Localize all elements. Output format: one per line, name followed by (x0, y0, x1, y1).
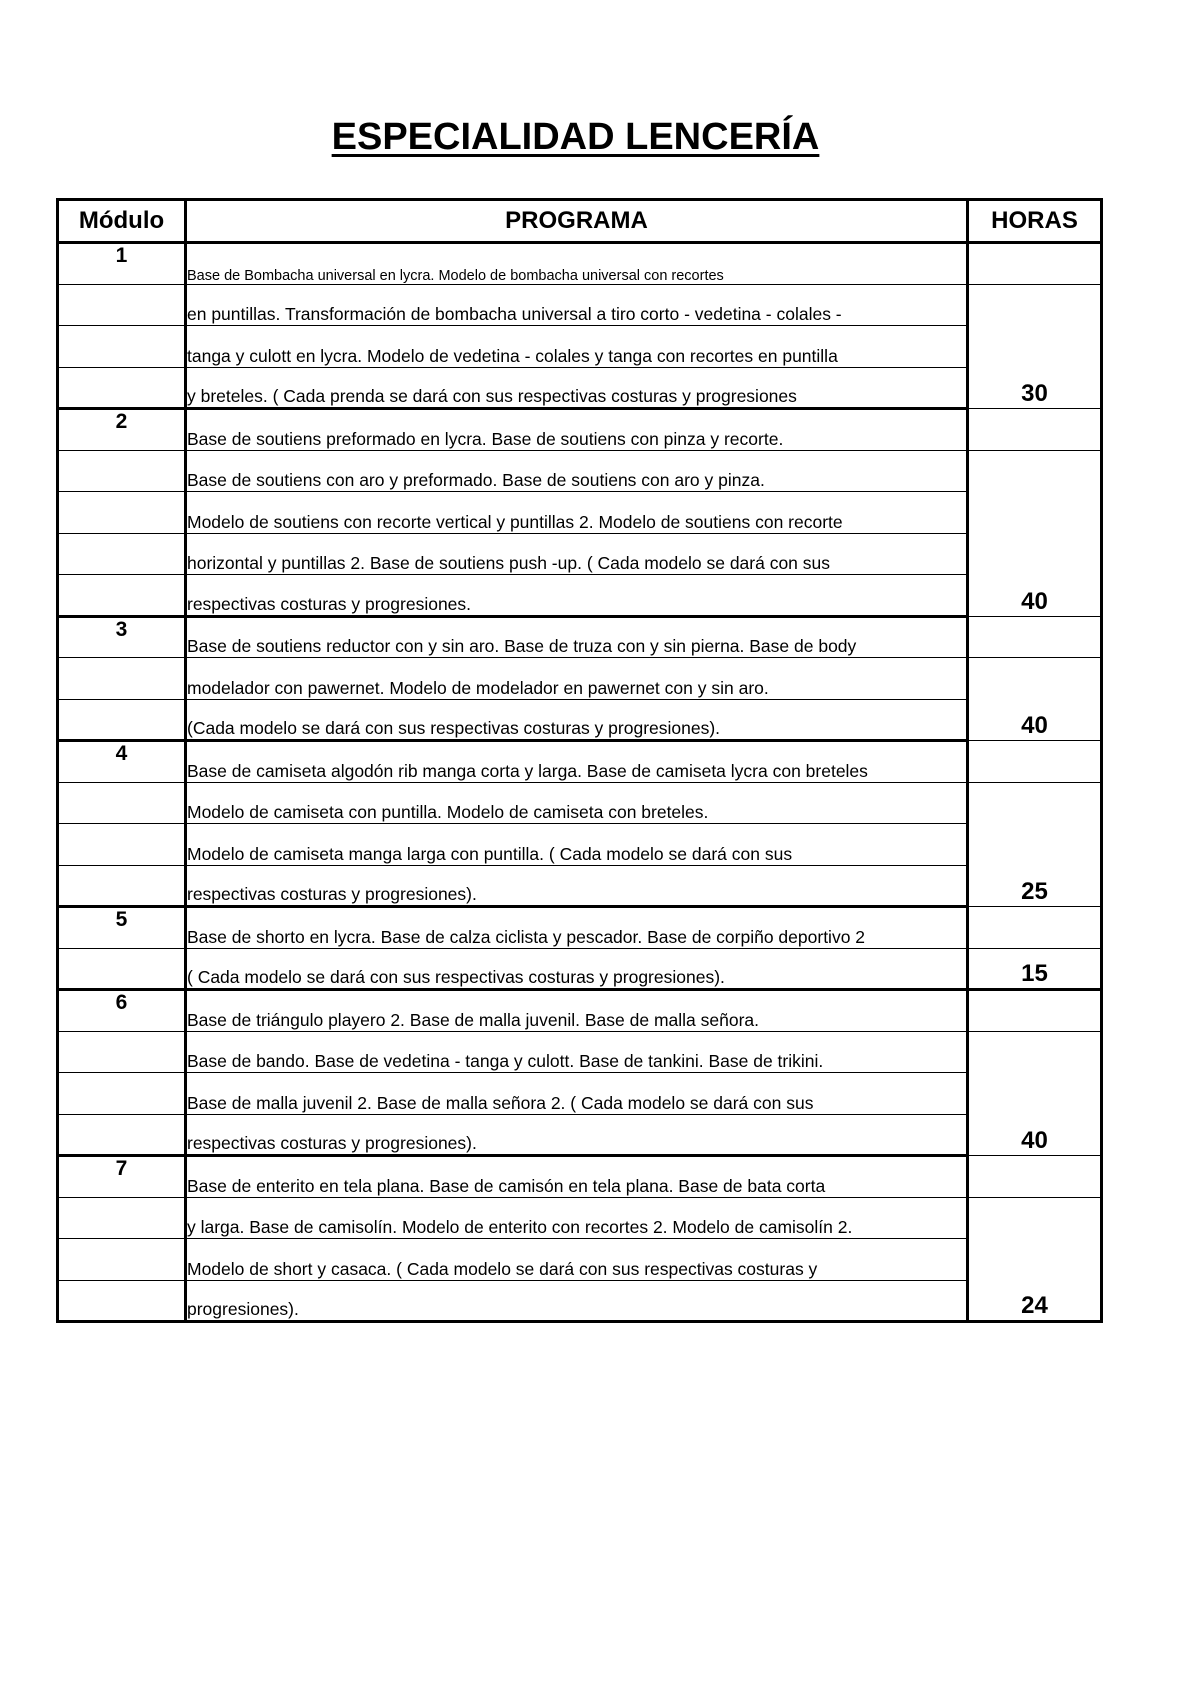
program-line: y larga. Base de camisolín. Modelo de enterito con recortes 2. Modelo de camisolín 2. (186, 1197, 968, 1239)
hours-cell-empty (968, 409, 1102, 451)
program-line: Base de triángulo playero 2. Base de malla juvenil. Base de malla señora. (186, 990, 968, 1032)
module-cell-empty (58, 1239, 186, 1281)
module-number: 4 (58, 741, 186, 783)
table-row (58, 616, 1102, 658)
table-row (58, 450, 1102, 492)
module-hours: 15 (968, 948, 1102, 990)
table-row (58, 492, 1102, 534)
program-line: Base de bando. Base de vedetina - tanga y culott. Base de tankini. Base de trikini. (186, 1031, 968, 1073)
table-row (58, 533, 1102, 575)
module-cell-empty (58, 492, 186, 534)
program-line: Base de soutiens reductor con y sin aro. Base de truza con y sin pierna. Base de body (186, 616, 968, 658)
module-cell-empty (58, 450, 186, 492)
program-line: Base de soutiens con aro y preformado. Base de soutiens con aro y pinza. (186, 450, 968, 492)
table-row (58, 243, 1102, 285)
program-line: tanga y culott en lycra. Modelo de vedetina - colales y tanga con recortes en puntilla (186, 326, 968, 368)
module-number: 5 (58, 907, 186, 949)
module-number: 6 (58, 990, 186, 1032)
module-cell-empty (58, 948, 186, 990)
module-cell-empty (58, 575, 186, 617)
table-row (58, 699, 1102, 741)
table-header-row (58, 200, 1102, 243)
table-row (58, 658, 1102, 700)
module-cell-empty (58, 326, 186, 368)
module-cell-empty (58, 1031, 186, 1073)
hours-cell-empty (968, 741, 1102, 783)
module-cell-empty (58, 533, 186, 575)
program-table (56, 198, 1103, 1323)
table-row (58, 1114, 1102, 1156)
module-hours: 30 (968, 284, 1102, 409)
table-row (58, 1197, 1102, 1239)
module-cell-empty (58, 782, 186, 824)
module-cell-empty (58, 1073, 186, 1115)
table-row (58, 948, 1102, 990)
program-line: Base de malla juvenil 2. Base de malla señora 2. ( Cada modelo se dará con sus (186, 1073, 968, 1115)
program-line: horizontal y puntillas 2. Base de soutiens push -up. ( Cada modelo se dará con sus (186, 533, 968, 575)
program-line: Modelo de camiseta manga larga con puntilla. ( Cada modelo se dará con sus (186, 824, 968, 866)
module-number: 1 (58, 243, 186, 285)
table-row (58, 284, 1102, 326)
module-hours: 24 (968, 1197, 1102, 1322)
module-cell-empty (58, 1114, 186, 1156)
table-row (58, 1031, 1102, 1073)
program-line: respectivas costuras y progresiones). (186, 1114, 968, 1156)
table-body (58, 243, 1102, 1322)
module-cell-empty (58, 1280, 186, 1322)
table-row (58, 1280, 1102, 1322)
table-row (58, 575, 1102, 617)
module-cell-empty (58, 1197, 186, 1239)
table-row (58, 824, 1102, 866)
module-column-header: Módulo (58, 200, 186, 243)
module-cell-empty (58, 699, 186, 741)
table-row (58, 1239, 1102, 1281)
module-hours: 40 (968, 1031, 1102, 1156)
hours-cell-empty (968, 616, 1102, 658)
table-row (58, 409, 1102, 451)
program-line: Base de Bombacha universal en lycra. Modelo de bombacha universal con recortes (186, 243, 968, 285)
module-cell-empty (58, 824, 186, 866)
module-cell-empty (58, 658, 186, 700)
module-number: 2 (58, 409, 186, 451)
table-row (58, 1073, 1102, 1115)
program-line: modelador con pawernet. Modelo de modelador en pawernet con y sin aro. (186, 658, 968, 700)
program-line: Modelo de camiseta con puntilla. Modelo de camiseta con breteles. (186, 782, 968, 824)
table-row (58, 865, 1102, 907)
table-row (58, 907, 1102, 949)
table-row (58, 326, 1102, 368)
hours-cell-empty (968, 990, 1102, 1032)
program-line: (Cada modelo se dará con sus respectivas costuras y progresiones). (186, 699, 968, 741)
program-column-header: PROGRAMA (186, 200, 968, 243)
program-line: y breteles. ( Cada prenda se dará con sus respectivas costuras y progresiones (186, 367, 968, 409)
module-number: 3 (58, 616, 186, 658)
table-row (58, 741, 1102, 783)
hours-cell-empty (968, 1156, 1102, 1198)
module-hours: 40 (968, 450, 1102, 616)
program-line: Modelo de soutiens con recorte vertical y puntillas 2. Modelo de soutiens con recorte (186, 492, 968, 534)
table-row (58, 1156, 1102, 1198)
table-row (58, 367, 1102, 409)
program-line: Base de soutiens preformado en lycra. Base de soutiens con pinza y recorte. (186, 409, 968, 451)
hours-column-header: HORAS (968, 200, 1102, 243)
table-row (58, 782, 1102, 824)
module-number: 7 (58, 1156, 186, 1198)
program-line: Modelo de short y casaca. ( Cada modelo se dará con sus respectivas costuras y (186, 1239, 968, 1281)
program-line: Base de camiseta algodón rib manga corta y larga. Base de camiseta lycra con breteles (186, 741, 968, 783)
program-line: progresiones). (186, 1280, 968, 1322)
hours-cell-empty (968, 907, 1102, 949)
module-cell-empty (58, 367, 186, 409)
page-title: ESPECIALIDAD LENCERÍA (331, 116, 820, 158)
table-row (58, 990, 1102, 1032)
program-line: Base de shorto en lycra. Base de calza ciclista y pescador. Base de corpiño deportivo 2 (186, 907, 968, 949)
program-line: respectivas costuras y progresiones. (186, 575, 968, 617)
module-cell-empty (58, 284, 186, 326)
program-line: Base de enterito en tela plana. Base de camisón en tela plana. Base de bata corta (186, 1156, 968, 1198)
program-line: respectivas costuras y progresiones). (186, 865, 968, 907)
module-hours: 25 (968, 782, 1102, 907)
program-line: ( Cada modelo se dará con sus respectivas costuras y progresiones). (186, 948, 968, 990)
program-line: en puntillas. Transformación de bombacha universal a tiro corto - vedetina - colales - (186, 284, 968, 326)
module-hours: 40 (968, 658, 1102, 741)
module-cell-empty (58, 865, 186, 907)
hours-cell-empty (968, 243, 1102, 285)
